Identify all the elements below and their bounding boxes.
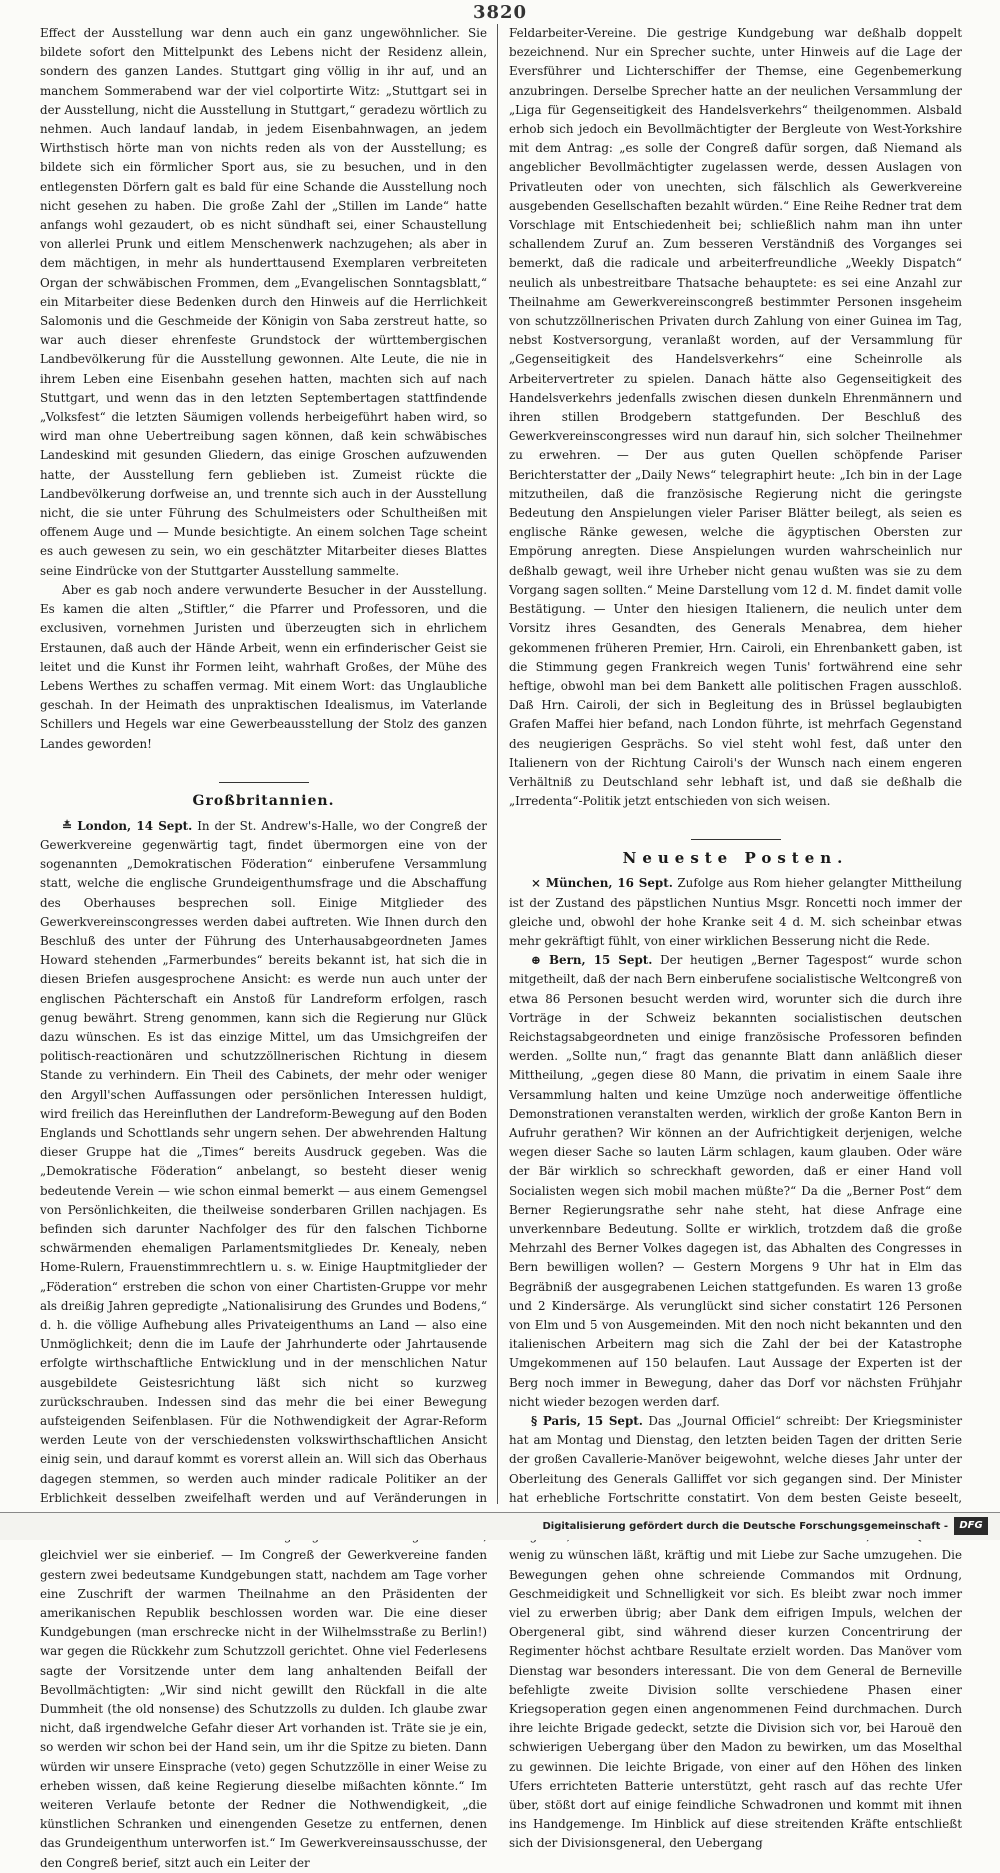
footer-credit: Digitalisierung gefördert durch die Deutsche Forschungsgemeinschaft - [542, 1521, 948, 1532]
section-title-neueste-posten: Neueste Posten. [622, 849, 849, 868]
dateline-muenchen: ⨯ München, 16 Sept. [531, 876, 673, 891]
dfg-logo[interactable]: DFG [954, 1517, 988, 1535]
section-rule [691, 839, 781, 840]
article-paragraph [509, 951, 962, 1412]
article-text: Das „Journal Officiel“ schreibt: Der Kriegsminister hat am Montag und Dienstag, den letzten beiden Tagen der dritten Serie der großen Cavallerie-Manöver beigewohnt, welche dieses Jahr unter der Oberleitung des Generals Galliffet vor sich gegangen sind. Der Minister hat erhebliche Fortschritte constatirt. Von dem besten Geiste beseelt, wenig zu wünschen läßt, kräftig und mit Liebe zur Sache umzugehen. Die Bewegungen gehen ohne schreiende Commandos mit Ordnung, Geschmeidigkeit und Schnelligkeit vor sich. Es bleibt zwar noch immer viel zu erwerben übrig; aber Dank dem eifrigen Impuls, welchen der Obergeneral gibt, sind während dieser kurzen Concentrirung der Regimenter höchst achtbare Resultate erzielt worden. Das Manöver vom Dienstag war besonders interessant. Die von dem General de Berneville befehligte zweite Division sollte verschiedene Phasen einer Kriegsoperation gegen einen angenommenen Feind durchmachen. Durch ihre leichte Brigade gedeckt, setzte die Division sich vor, bei Harouë den schwierigen Uebergang über den Madon zu bewirken, um das Moselthal zu gewinnen. Die leichte Brigade, von einer auf den Höhen des linken Ufers errichteten Batterie unterstützt, geht rasch auf das rechte Ufer über, stößt dort auf einige feindliche Schwadronen und kommt mit ihnen ins Handgemenge. Im Hinblick auf diese streitenden Kräfte entschließt sich der Divisionsgeneral, den Uebergang [509, 1414, 963, 1851]
dateline-london: ≛ London, 14 Sept. [62, 818, 193, 833]
article-paragraph: Feldarbeiter-Vereine. Die gestrige Kundgebung war deßhalb doppelt bezeichnend. Nur ein Sprecher suchte, unter Hinweis auf die Lage der Eversführer und Lichterschiffer der Themse, eine Gegenbemerkung anzubringen. Derselbe Sprecher hatte an der neulichen Versammlung der „Liga für Gegenseitigkeit des Handelsverkehrs“ theilgenommen. Alsbald erhob sich jedoch ein Bevollmächtigter der Bergleute von West-Yorkshire mit dem Antrag: „es solle der Congreß dafür sorgen, daß Niemand als angeblicher Bevollmächtigter zugelassen werde, dessen Auslagen von Privatleuten oder von unechten, sich fälschlich als Gewerkvereine ausgebenden Gesellschaften bezahlt würden.“ Eine Reihe Redner trat dem Vorschlage mit Entschiedenheit bei; schließlich nahm man ihn unter schallendem Zuruf an. Zum besseren Verständniß des Vorganges sei bemerkt, daß die radicale und arbeiterfreundliche „Weekly Dispatch“ neulich als unbestreitbare Thatsache behauptete: es sei eine Anzahl zur Theilnahme am Gewerkvereinscongreß bestimmter Personen insgeheim von schutzzöllnerischen Privaten durch Zahlung von einer Guinea im Tag, nebst Kostversorgung, veranlaßt worden, auf der Versammlung für „Gegenseitigkeit des Handelsverkehrs“ eine Scheinrolle als Arbeitervertreter zu spielen. Danach hätte also Gegenseitigkeit des Handelsverkehrs jedenfalls zwischen diesen dunkeln Ehrenmännern und ihren stillen Brodgebern stattgefunden. Der Beschluß des Gewerkvereinscongresses wird nun darauf hin, sich solcher Theilnehmer zu erwehren. — Der aus guten Quellen schöpfende Pariser Berichterstatter der „Daily News“ telegraphirt heute: „Ich bin in der Lage mitzutheilen, daß die französische Regierung nicht die geringste Bedeutung den Anspielungen vieler Pariser Blätter beilegt, als seien es englische Ränke gewesen, welche die ägyptischen Obersten zur Empörung anregten. Diese Anspielungen wurden wahrscheinlich nur deßhalb gewagt, weil ihre Urheber nicht genau wußten was sie zu dem Vorgang sagen sollten.“ Meine Darstellung vom 12 d. M. findet damit volle Bestätigung. — Unter den hiesigen Italienern, die neulich unter dem Vorsitz ihres Gesandten, des Generals Menabrea, dem hieher gekommenen früheren Premier, Hrn. Cairoli, ein Ehrenbankett gaben, ist die Stimmung gegen Frankreich wegen Tunis' fortwährend eine sehr heftige, obwohl man bei dem Bankett alle politischen Fragen ausschloß. Daß Hrn. Cairoli, der sich in Begleitung des in Brüssel beglaubigten Grafen Maffei hier befand, nach London führte, ist mehrfach Gegenstand des neugierigen Gesprächs. So viel steht wohl fest, daß unter den Italienern von der Richtung Cairoli's der Wunsch nach einem engeren Verhältniß zu Deutschland sehr lebhaft ist, und daß sie deßhalb die „Irredenta“-Politik jetzt entschieden von sich weisen. [509, 26, 962, 809]
article-text: In der St. Andrew's-Halle, wo der Congreß der Gewerkvereine gegenwärtig tagt, findet übermorgen eine von der sogenannten „Demokratischen Föderation“ einberufene Versammlung statt, welche die englische Grundeigenthumsfrage und die Abschaffung des Oberhauses besprechen soll. Einige Mitglieder des Gewerkvereinscongresses werden dabei auftreten. Wie Ihnen durch den Beschluß des unter der Führung des Unterhausabgeordneten James Howard stehenden „Farmerbundes“ bereits bekannt ist, hat sich die in diesen Briefen ausgesprochene Ansicht: es werde nun auch unter der englischen Pächterschaft ein Anstoß für Landreform erfolgen, rasch genug bewährt. Streng genommen, kann sich die Regierung nur Glück dazu wünschen. Es ist das einzige Mittel, um das Umsichgreifen der politisch-reactionären und schutzzöllnerischen Richtung in diesem Stande zu verhindern. Ein Theil des Cabinets, der mehr oder weniger den Argyll'schen Auffassungen oder persönlichen Interessen huldigt, wird freilich das Hereinfluthen der Landreform-Bewegung auf den Boden Englands und Schottlands sehr ungern sehen. Der abwehrenden Haltung dieser Gruppe hat die „Times“ bereits Ausdruck gegeben. Was die „Demokratische Föderation“ anbelangt, so besteht dieser wenig bedeutende Verein — wie schon einmal bemerkt — aus einem Gemengsel von Persönlichkeiten, die theilweise sonderbaren Grillen nachjagen. Es befinden sich darunter Nachfolger des für den falschen Tichborne schwärmenden ehemaligen Parlamentsmitgliedes Dr. Kenealy, neben Home-Rulern, Frauenstimmrechtlern u. s. w. Einige Hauptmitglieder der „Föderation“ erstreben die schon von einer Chartisten-Gruppe vor mehr als dreißig Jahren gepredigte „Nationalisirung des Grundes und Bodens,“ d. h. die völlige Aufhebung alles Privateigenthums an Land — also eine Unmöglichkeit; denn die im Laufe der Jahrhunderte oder Jahrtausende erfolgte wirthschaftliche Entwicklung und in der menschlichen Natur ausgebildete Geistesrichtung läßt sich nicht so kurzweg zurückschrauben. Indessen sind das mehr die bei einer Bewegung aufsteigenden Seifenblasen. Für die Nothwendigkeit der Agrar-Reform werden Leute von der verschiedensten volkswirthschaftlichen Ansicht einig sein, und darauf kommt es vorerst allein an. Will sich das Oberhaus dagegen stemmen, so werden auch minder radicale Politiker an der Erblichkeit desselben zweifelhaft werden und auf Veränderungen in gleichviel wer sie einberief. — Im Congreß der Gewerkvereine fanden gestern zwei bedeutsame Kundgebungen statt, nachdem am Tage vorher eine Zuschrift der warmen Theilnahme an den Präsidenten der amerikanischen Republik beschlossen worden war. Die eine dieser Kundgebungen (man erschrecke nicht in der Wilhelmsstraße zu Berlin!) war gegen die Rückkehr zum Schutzzoll gerichtet. Ohne viel Federlesens sagte der Vorsitzende unter dem lang anhaltenden Beifall der Bevollmächtigten: „Wir sind nicht gewillt den Rückfall in die alte Dummheit (the old nonsense) des Schutzzolls zu dulden. Ich glaube zwar nicht, daß irgendwelche Gefahr dieser Art vorhanden ist. Träte sie je ein, so werden wir schon bei der Hand sein, um ihr die Spitze zu bieten. Dann würden wir unsere Einsprache (veto) gegen Schutzzölle in einer Weise zu erheben wissen, daß keine Regierung dieselbe mißachten könnte.“ Im weiteren Verlaufe betonte der Redner die Nothwendigkeit, „die künstlichen Schranken und einengenden Gesetze zu entfernen, denen das Grundeigenthum unterworfen ist.“ Im Gewerkvereinsausschusse, der den Congreß berief, sitzt auch ein Leiter der [40, 818, 487, 1870]
left-column [40, 24, 487, 1870]
footer-bar [0, 1512, 1000, 1540]
article-paragraph: Effect der Ausstellung war denn auch ein ganz ungewöhnlicher. Sie bildete sofort den Mittelpunkt des Lebens nicht der Residenz allein, sondern des ganzen Landes. Stuttgart ging völlig in ihr auf, und an manchem Sommerabend war der viel colportirte Witz: „Stuttgart sei in der Ausstellung, nicht die Ausstellung in Stuttgart,“ geradezu wörtlich zu nehmen. Auch landauf landab, in jedem Eisenbahnwagen, an jedem Wirthstisch hörte man von nichts reden als von der Ausstellung; es bildete sich ein förmlicher Sport aus, sie zu besuchen, und in den entlegensten Dörfern galt es bald für eine Schande die Ausstellung noch nicht gesehen zu haben. Die große Zahl der „Stillen im Lande“ hatte anfangs wohl gezaudert, ob es nicht sündhaft sei, einer Schaustellung von allerlei Prunk und eitlem Menschenwerk nachzugehen; als aber in dem mächtigen, in mehr als hunderttausend Exemplaren verbreiteten Organ der schwäbischen Frommen, dem „Evangelischen Sonntagsblatt,“ ein Mitarbeiter diese Bedenken durch den Hinweis auf die Herrlichkeit Salomonis und die Geschmeide der Königin von Saba zerstreut hatte, so war auch dieser ehrenfeste Grundstock der württembergischen Landbevölkerung für die Ausstellung gewonnen. Alte Leute, die nie in ihrem Leben eine Eisenbahn gesehen hatten, machten sich auf nach Stuttgart, und wenn das in den letzten Septembertagen stattfindende „Volksfest“ die letzten Säumigen vollends herbeigeführt haben wird, so wird man ohne Uebertreibung sagen können, daß kein schwäbisches Landeskind mit gesunden Gliedern, das einige Groschen aufzuwenden hatte, der Ausstellung fern geblieben ist. Zumeist rückte die Landbevölkerung dorfweise an, und trennte sich auch in der Ausstellung nicht, die sie unter Führung des Schulmeisters oder Schultheißen mit offenem Auge und — Munde besichtigte. An einem solchen Tage scheint es auch gewesen zu sein, wo ein geschätzter Mitarbeiter dieses Blattes seine Eindrücke von der Stuttgarter Ausstellung sammelte. [40, 26, 487, 578]
section-title-grossbritannien: Großbritannien. [192, 792, 335, 809]
article-paragraph [509, 1412, 962, 1854]
article-text: Der heutigen „Berner Tagespost“ wurde schon mitgetheilt, daß der nach Bern einberufene socialistische Weltcongreß von etwa 86 Personen besucht werden wird, worunter sich die durch ihre Vorträge in der Schweiz bekannten socialistischen deutschen Reichstagsabgeordneten und einige französische Professoren befinden werden. „Sollte nun,“ fragt das genannte Blatt dann anläßlich dieser Mittheilung, „gegen diese 80 Mann, die privatim in einem Saale ihre Versammlung halten und keine Umzüge noch anderweitige öffentliche Demonstrationen veranstalten werden, wirklich der große Kanton Bern in Aufruhr gerathen? Wir können an der Aufrichtigkeit derjenigen, welche wegen dieser Sache so lauten Lärm schlagen, kaum glauben. Oder wäre der Bär wirklich so schreckhaft geworden, daß er einer Hand voll Socialisten wegen sich mobil machen müßte?“ Da die „Berner Post“ dem Berner Regierungsrathe sehr nahe steht, hat diese Anfrage eine unverkennbare Bedeutung. Sollte er wirklich, trotzdem daß die große Mehrzahl des Berner Volkes dagegen ist, das Abhalten des Congresses in Bern bewilligen wollen? — Gestern Morgens 9 Uhr hat in Elm das Begräbniß der ausgegrabenen Leichen stattgefunden. Es waren 13 große und 2 Kindersärge. Als verunglückt sind sicher constatirt 126 Personen von Elm und 5 von Ausgemeinden. Mit den noch nicht bekannten und den italienischen Arbeitern mag sich die Zahl der bei der Katastrophe Umgekommenen auf 150 belaufen. Laut Aussage der Experten ist der Berg noch immer in Bewegung, daher das Dorf vor nächsten Frühjahr nicht wieder bezogen werden darf. [509, 953, 962, 1409]
article-text: Zufolge aus Rom hieher gelangter Mittheilung ist der Zustand des päpstlichen Nuntius Msgr. Roncetti noch immer der gleiche und, obwohl der hohe Kranke seit 4 d. M. sich scheinbar etwas mehr gekräftigt fühlt, von einer wirklichen Besserung nicht die Rede. [509, 876, 963, 948]
dateline-bern: ⊕ Bern, 15 Sept. [531, 953, 653, 968]
dateline-paris: § Paris, 15 Sept. [531, 1414, 643, 1429]
column-divider [497, 24, 498, 1504]
article-paragraph: Aber es gab noch andere verwunderte Besucher in der Ausstellung. Es kamen die alten „Stiftler,“ die Pfarrer und Professoren, und die exclusiven, vornehmen Juristen und überzeugten sich in ehrlichem Erstaunen, daß auch der Hände Arbeit, wenn ein erfinderischer Geist sie leitet und die Kunst ihr Formen leiht, wahrhaft Großes, der Mühe des Lebens Werthes zu schaffen vermag. Mit einem Wort: das Unglaubliche geschah. In der Heimath des unpraktischen Idealismus, im Vaterlande Schillers und Hegels war eine Gewerbeausstellung der Stolz des ganzen Landes geworden! [40, 582, 487, 751]
article-paragraph [509, 874, 962, 951]
article-paragraph [40, 817, 487, 1873]
page-number: 3820 [472, 2, 528, 23]
section-rule [219, 782, 309, 783]
